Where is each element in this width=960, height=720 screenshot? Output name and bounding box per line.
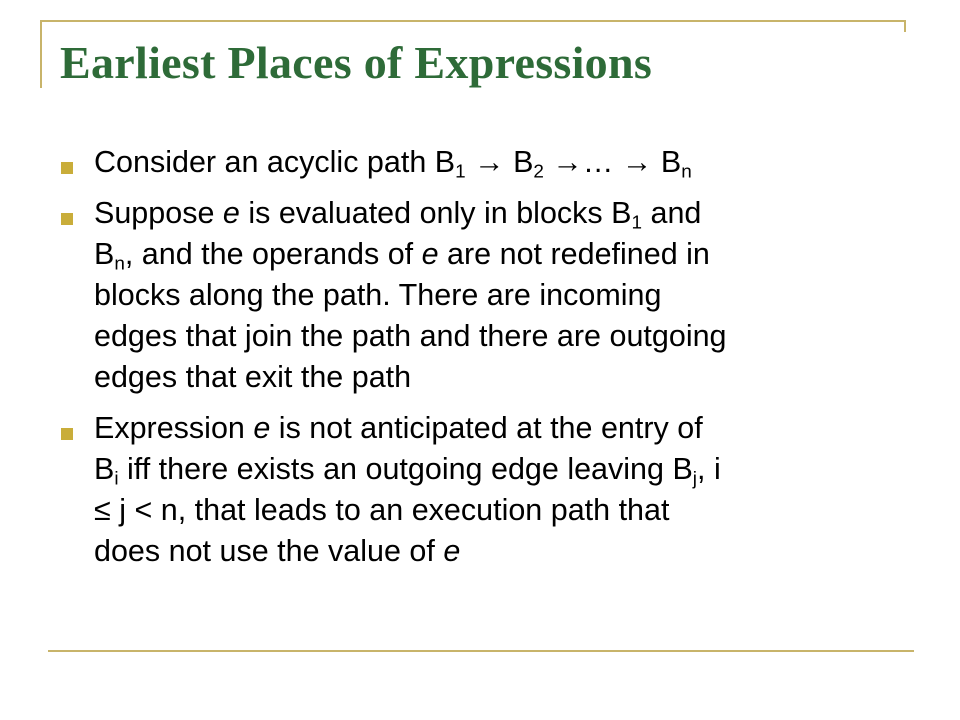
subscript-text: i xyxy=(114,468,119,490)
bullet-text-line xyxy=(94,408,930,449)
top-right-tick-rule xyxy=(904,20,906,32)
top-horizontal-rule xyxy=(40,20,906,22)
square-bullet-icon xyxy=(61,213,73,225)
text-run: ≤ j < n, that leads to an execution path that xyxy=(94,493,670,527)
bullet-text-line xyxy=(94,531,930,572)
bullet-item xyxy=(60,142,930,183)
slide-title: Earliest Places of Expressions xyxy=(60,37,653,88)
text-run: , i xyxy=(697,452,721,486)
top-left-vertical-rule xyxy=(40,20,42,88)
text-run: does not use the value of xyxy=(94,534,444,568)
italic-variable-text: e xyxy=(222,196,240,230)
bullet-text-line xyxy=(94,142,930,183)
text-run: Suppose xyxy=(94,196,223,230)
bullet-text-line xyxy=(94,234,930,275)
bottom-horizontal-rule xyxy=(48,650,914,652)
text-run: → B xyxy=(465,145,534,179)
subscript-text: n xyxy=(114,253,125,275)
text-run: →… → B xyxy=(543,145,682,179)
text-run: iff there exists an outgoing edge leaving B xyxy=(118,452,693,486)
text-run: B xyxy=(94,237,115,271)
text-run: are not redefined in xyxy=(438,237,710,271)
bullet-item xyxy=(60,193,930,398)
subscript-text: n xyxy=(681,161,692,183)
subscript-text: 1 xyxy=(455,161,466,183)
text-run: Expression xyxy=(94,411,254,445)
text-run: Consider an acyclic path B xyxy=(94,145,456,179)
text-run: blocks along the path. There are incoming xyxy=(94,278,662,312)
bullet-text-line xyxy=(94,490,930,531)
bullet-text-line xyxy=(94,275,930,316)
italic-variable-text: e xyxy=(253,411,271,445)
text-run: is not anticipated at the entry of xyxy=(270,411,703,445)
subscript-text: 1 xyxy=(631,212,643,234)
italic-variable-text: e xyxy=(421,237,439,271)
subscript-text: j xyxy=(692,468,697,490)
text-run: edges that join the path and there are outgoing xyxy=(94,319,727,353)
text-run: B xyxy=(94,452,115,486)
bullet-text-line xyxy=(94,316,930,357)
text-run: , and the operands of xyxy=(124,237,422,271)
subscript-text: 2 xyxy=(533,161,544,183)
square-bullet-icon xyxy=(61,428,73,440)
text-run: edges that exit the path xyxy=(94,360,412,394)
bullet-text-line xyxy=(94,449,930,490)
text-run: is evaluated only in blocks B xyxy=(239,196,632,230)
bullet-text-line xyxy=(94,193,930,234)
bullet-text-line xyxy=(94,357,930,398)
bullet-item xyxy=(60,408,930,572)
bullet-list xyxy=(60,142,930,582)
italic-variable-text: e xyxy=(443,534,461,568)
text-run: and xyxy=(642,196,702,230)
square-bullet-icon xyxy=(61,162,73,174)
